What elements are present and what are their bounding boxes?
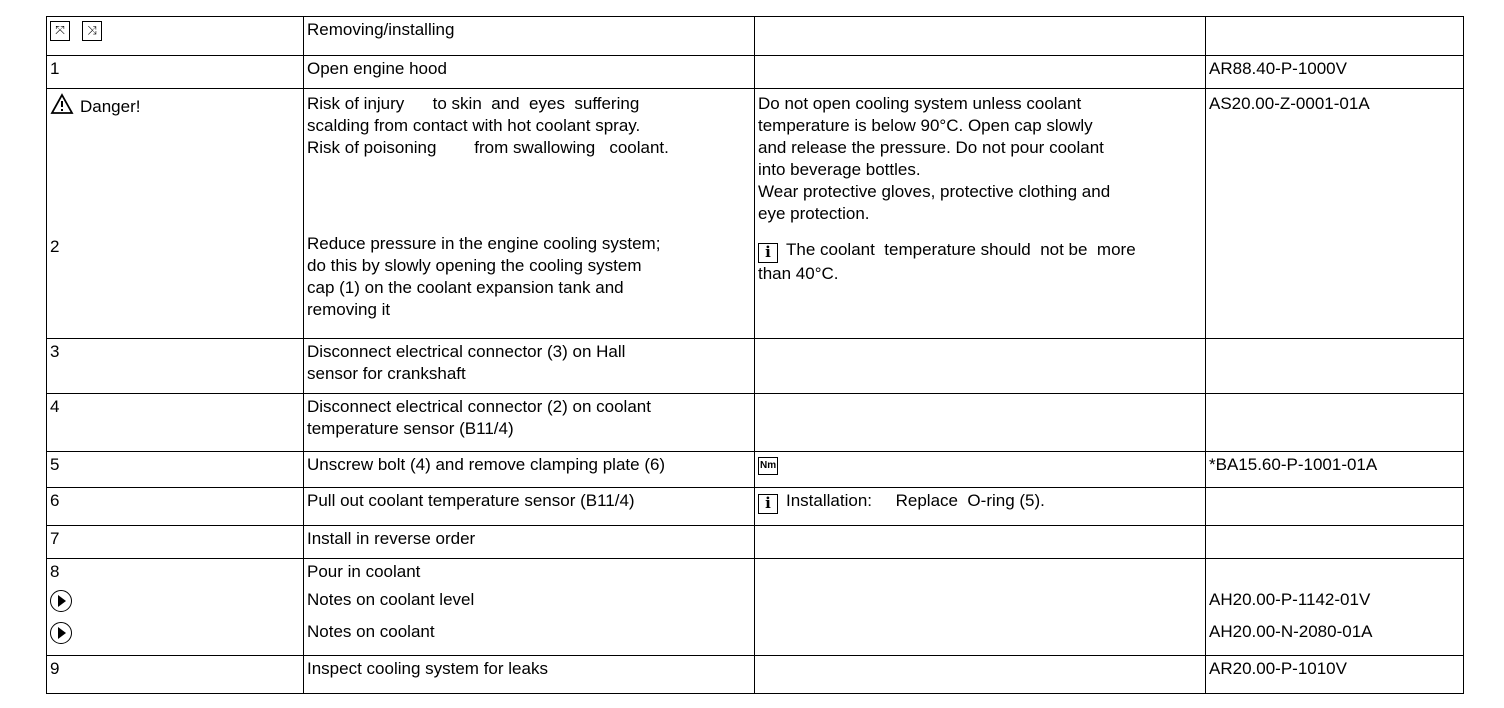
- danger-text: Risk of poisoning from swallowing coolant.: [307, 138, 669, 157]
- reference-link[interactable]: AR20.00-P-1010V: [1206, 656, 1464, 694]
- info-text: than 40°C.: [758, 264, 839, 283]
- note-text: into beverage bottles.: [758, 160, 921, 179]
- step-number: 5: [47, 452, 304, 488]
- reference-link[interactable]: AH20.00-P-1142-01V: [1209, 590, 1371, 609]
- step-number: 4: [47, 394, 304, 452]
- reference-cell: [1206, 559, 1464, 656]
- table-row: [47, 452, 1464, 488]
- danger-label-line: [50, 97, 140, 116]
- step-action: Open engine hood: [304, 56, 755, 89]
- info-note: [758, 239, 1202, 263]
- info-icon: i: [758, 494, 778, 514]
- note-text: eye protection.: [758, 204, 870, 223]
- remove-icon: ⤧: [50, 21, 70, 41]
- reference-link[interactable]: *BA15.60-P-1001-01A: [1206, 452, 1464, 488]
- note-text: Do not open cooling system unless coolant: [758, 94, 1082, 113]
- step-action: Pull out coolant temperature sensor (B11/4): [304, 488, 755, 526]
- torque-icon[interactable]: Nm: [758, 457, 778, 475]
- step-action: Disconnect electrical connector (2) on coolant: [307, 397, 651, 416]
- step-action-cell: [304, 559, 755, 656]
- reference-text[interactable]: AS20.00-Z-0001-01A: [1209, 94, 1370, 113]
- table-row: [47, 559, 1464, 656]
- step-number: 7: [47, 526, 304, 559]
- step-number: 8: [50, 562, 60, 581]
- step-action: Notes on coolant: [307, 622, 435, 641]
- danger-note-cell: [755, 89, 1206, 339]
- table-row: [47, 339, 1464, 394]
- table-row: [47, 17, 1464, 56]
- step-action-cell: [304, 394, 755, 452]
- step-action: Unscrew bolt (4) and remove clamping plate (6): [304, 452, 755, 488]
- reference-arrow-icon[interactable]: [50, 590, 72, 612]
- step-action: Disconnect electrical connector (3) on Hall: [307, 342, 626, 361]
- step-action: sensor for crankshaft: [307, 364, 466, 383]
- step-number: 6: [47, 488, 304, 526]
- step-action: cap (1) on the coolant expansion tank and: [307, 278, 624, 297]
- step-action: Notes on coolant level: [307, 590, 475, 609]
- table-row: [47, 656, 1464, 694]
- step-action: Inspect cooling system for leaks: [304, 656, 755, 694]
- procedure-table: [46, 16, 1464, 694]
- table-row: [47, 56, 1464, 89]
- step-number: 2: [50, 237, 60, 256]
- info-text: The coolant temperature should not be more: [786, 240, 1136, 259]
- table-row: [47, 488, 1464, 526]
- note-text: Wear protective gloves, protective clothing and: [758, 182, 1111, 201]
- install-icon: ⤨: [82, 21, 102, 41]
- header-icons-cell: [47, 17, 304, 56]
- step-action: Pour in coolant: [307, 562, 421, 581]
- info-text: Installation: Replace O-ring (5).: [786, 491, 1045, 510]
- step-action: removing it: [307, 300, 391, 319]
- step-action: Reduce pressure in the engine cooling system;: [307, 234, 661, 253]
- step-number: 3: [47, 339, 304, 394]
- step-action: temperature sensor (B11/4): [307, 419, 514, 438]
- note-text: temperature is below 90°C. Open cap slowly: [758, 116, 1093, 135]
- warning-triangle-icon: [50, 93, 74, 115]
- reference-arrow-icon[interactable]: [50, 622, 72, 644]
- danger-text: Risk of injury to skin and eyes suffering: [307, 94, 640, 113]
- step-number-cell: [47, 559, 304, 656]
- info-icon: i: [758, 243, 778, 263]
- reference-link[interactable]: AR88.40-P-1000V: [1206, 56, 1464, 89]
- danger-label: Danger!: [80, 97, 141, 116]
- danger-text: scalding from contact with hot coolant spray.: [307, 116, 641, 135]
- step-number: 1: [47, 56, 304, 89]
- reference-link[interactable]: AH20.00-N-2080-01A: [1209, 622, 1373, 641]
- torque-cell: [755, 452, 1206, 488]
- note-text: and release the pressure. Do not pour coolant: [758, 138, 1104, 157]
- reference-link[interactable]: [1206, 89, 1464, 339]
- step-action: Install in reverse order: [304, 526, 755, 559]
- step-number: 9: [47, 656, 304, 694]
- table-row: [47, 526, 1464, 559]
- step-action-cell: [304, 339, 755, 394]
- step-action: do this by slowly opening the cooling system: [307, 256, 642, 275]
- danger-cell: [47, 89, 304, 339]
- info-note: [755, 488, 1206, 526]
- table-row: [47, 89, 1464, 339]
- header-title: Removing/installing: [304, 17, 755, 56]
- table-row: [47, 394, 1464, 452]
- danger-action-cell: [304, 89, 755, 339]
